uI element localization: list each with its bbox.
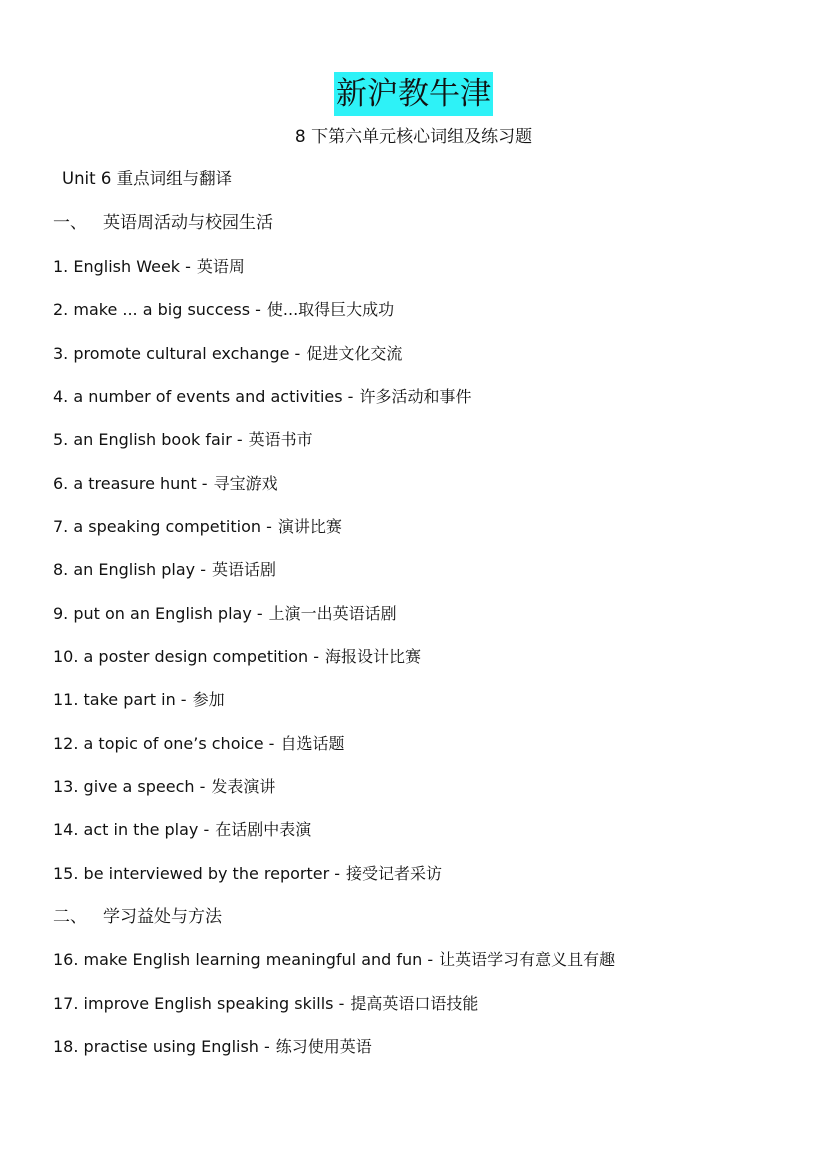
vocab-item (53, 687, 225, 713)
vocab-chinese: 练习使用英语 (275, 1037, 372, 1056)
vocab-english: 6. a treasure hunt - (53, 474, 208, 493)
document-title: 新沪教牛津 (334, 72, 493, 116)
vocab-english: 15. be interviewed by the reporter - (53, 864, 341, 883)
vocab-english: 14. act in the play - (53, 820, 210, 839)
vocab-chinese: 使...取得巨大成功 (266, 300, 395, 319)
vocab-english: 12. a topic of one’s choice - (53, 734, 275, 753)
vocab-chinese: 寻宝游戏 (213, 474, 278, 493)
vocab-item (53, 644, 421, 670)
vocab-english: 17. improve English speaking skills - (53, 994, 345, 1013)
vocab-item (53, 861, 442, 887)
vocab-chinese: 参加 (192, 690, 225, 709)
vocab-english: 7. a speaking competition - (53, 517, 272, 536)
vocab-english: 1. English Week - (53, 257, 191, 276)
vocab-english: 5. an English book fair - (53, 430, 243, 449)
section-title: 学习益处与方法 (103, 907, 222, 927)
vocab-chinese: 提高英语口语技能 (350, 994, 479, 1013)
vocab-chinese: 英语周 (196, 257, 245, 276)
vocab-item (53, 731, 344, 757)
vocab-item (53, 557, 276, 583)
vocab-item (53, 817, 311, 843)
vocab-item (53, 254, 245, 280)
vocab-chinese: 海报设计比赛 (325, 647, 422, 666)
title-block (0, 72, 827, 116)
vocab-chinese: 在话剧中表演 (215, 820, 312, 839)
vocab-english: 16. make English learning meaningful and fun - (53, 950, 434, 969)
vocab-item (53, 384, 471, 410)
vocab-item (53, 471, 278, 497)
vocab-item (53, 341, 402, 367)
vocab-item (53, 297, 394, 323)
vocab-item (53, 947, 615, 973)
unit-heading: Unit 6 重点词组与翻译 (62, 169, 233, 188)
vocab-english: 2. make ... a big success - (53, 300, 261, 319)
document-subtitle: 8 下第六单元核心词组及练习题 (294, 127, 533, 147)
section-heading (53, 904, 222, 930)
vocab-item (53, 601, 397, 627)
vocab-chinese: 上演一出英语话剧 (268, 604, 397, 623)
vocab-chinese: 演讲比赛 (277, 517, 342, 536)
vocab-english: 4. a number of events and activities - (53, 387, 354, 406)
vocab-chinese: 英语话剧 (211, 560, 276, 579)
vocab-english: 9. put on an English play - (53, 604, 263, 623)
vocab-english: 18. practise using English - (53, 1037, 270, 1056)
section-number: 一、 (53, 213, 87, 233)
section-number: 二、 (53, 907, 87, 927)
vocab-chinese: 让英语学习有意义且有趣 (439, 950, 616, 969)
vocab-item (53, 514, 342, 540)
section-title: 英语周活动与校园生活 (103, 213, 273, 233)
vocab-item (53, 774, 275, 800)
vocab-chinese: 发表演讲 (211, 777, 276, 796)
vocab-item (53, 427, 313, 453)
vocab-item (53, 1034, 372, 1060)
vocab-english: 11. take part in - (53, 690, 187, 709)
vocab-chinese: 英语书市 (248, 430, 313, 449)
vocab-chinese: 许多活动和事件 (359, 387, 472, 406)
vocab-chinese: 自选话题 (280, 734, 345, 753)
vocab-english: 3. promote cultural exchange - (53, 344, 301, 363)
section-heading (53, 210, 273, 236)
vocab-english: 8. an English play - (53, 560, 206, 579)
vocab-chinese: 促进文化交流 (306, 344, 403, 363)
vocab-english: 10. a poster design competition - (53, 647, 320, 666)
vocab-english: 13. give a speech - (53, 777, 206, 796)
vocab-chinese: 接受记者采访 (346, 864, 443, 883)
vocab-item (53, 991, 478, 1017)
